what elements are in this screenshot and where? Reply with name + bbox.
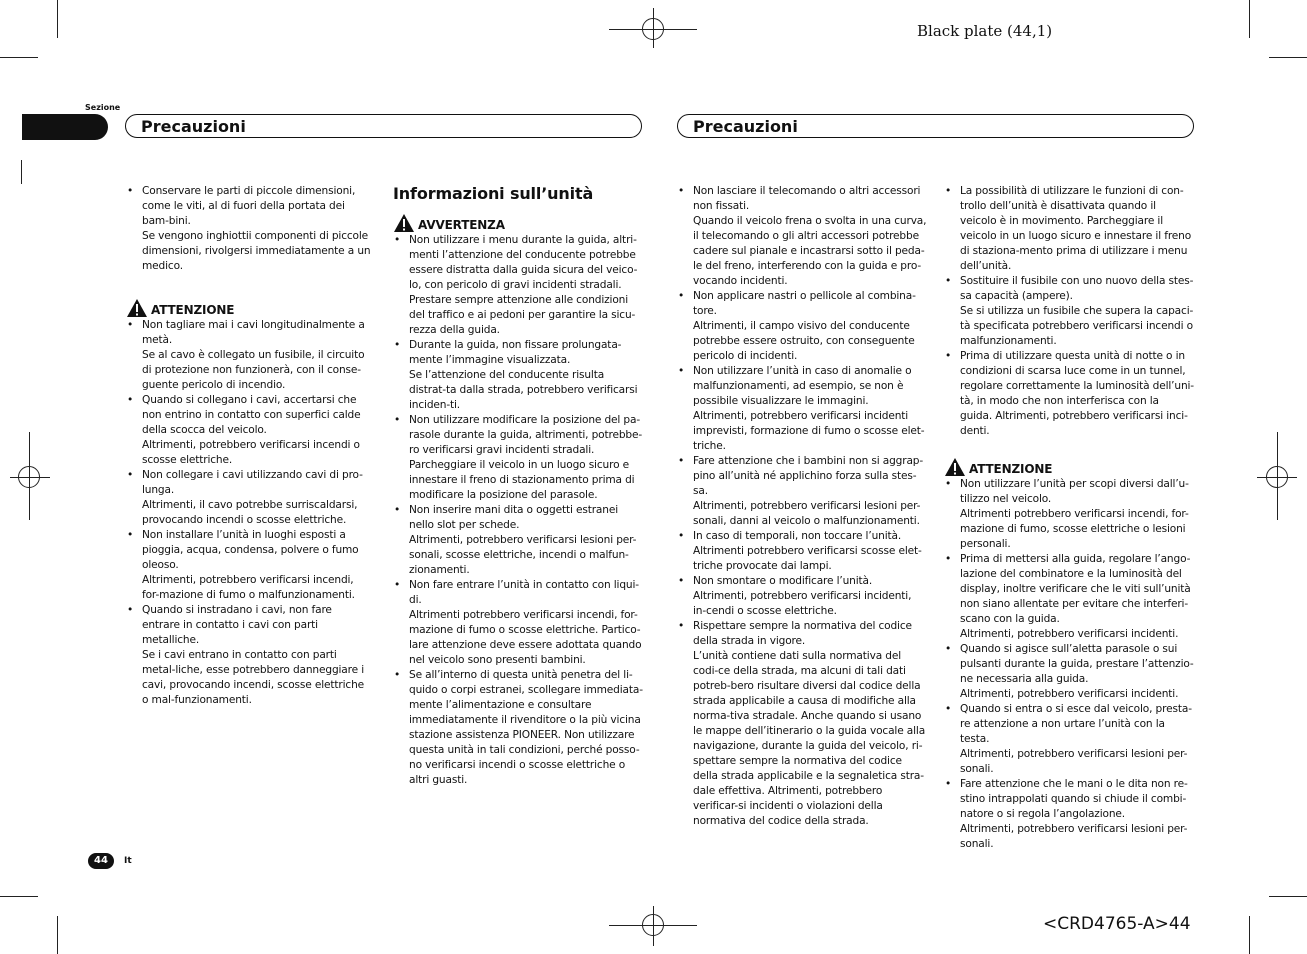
crop-mark xyxy=(0,896,38,897)
list-item: • Fare attenzione che le mani o le dita non re-stino intrappolati quando si chiude il combi-natore o si regola l’angolazione. Altrimenti, potrebbero verificarsi lesioni per-sonali. xyxy=(944,777,1194,852)
list-item: • Non installare l’unità in luoghi esposti a pioggia, acqua, condensa, polvere o fumo oleoso. Altrimenti, potrebbero verificarsi incendi, for-mazione di fumo o malfunzionamenti. xyxy=(126,528,372,603)
list-item: • Quando si instradano i cavi, non fare entrare in contatto i cavi con parti metalliche. Se i cavi entrano in contatto con parti metal-liche, esse potrebbero danneggiare i cavi, provocando incendi, scosse elettriche o mal-funzionamenti. xyxy=(126,603,372,708)
warning-triangle-icon xyxy=(126,298,148,318)
column-1 xyxy=(126,184,372,708)
crop-mark xyxy=(57,0,58,38)
list-item: • Prima di utilizzare questa unità di notte o in condizioni di scarsa luce come in un tunnel, regolare correttamente la luminosità dell’uni-tà, in modo che non interferisca con la guida. Altrimenti, potrebbero verificarsi inci-denti. xyxy=(944,349,1194,439)
attention-list xyxy=(126,318,372,708)
column-2 xyxy=(393,184,643,788)
list-item: • Non utilizzare l’unità in caso di anomalie o malfunzionamenti, ad esempio, se non è possibile visualizzare le immagini. Altrimenti, potrebbero verificarsi incidenti imprevisti, formazione di fumo o scosse elet-triche. xyxy=(677,364,927,454)
list-item: • In caso di temporali, non toccare l’unità. Altrimenti potrebbero verificarsi scosse elet-triche provocate dai lampi. xyxy=(677,529,927,574)
crop-mark xyxy=(0,57,38,58)
page-number: 44 xyxy=(88,853,114,869)
language-code: It xyxy=(124,856,132,866)
crop-mark xyxy=(1269,896,1307,897)
registration-mark xyxy=(1266,466,1288,488)
document-code: <CRD4765-A>44 xyxy=(1043,914,1191,934)
warning-triangle-icon xyxy=(393,213,415,233)
list-item: • Quando si entra o si esce dal veicolo, presta-re attenzione a non urtare l’unità con la testa. Altrimenti, potrebbero verificarsi lesioni per-sonali. xyxy=(944,702,1194,777)
section-title: Informazioni sull’unità xyxy=(393,184,594,203)
list-item: • Quando si agisce sull’aletta parasole o sui pulsanti durante la guida, prestare l’attenzio-ne necessaria alla guida. Altrimenti, potrebbero verificarsi incidenti. xyxy=(944,642,1194,702)
list-item: • Non applicare nastri o pellicole al combina-tore. Altrimenti, il campo visivo del conducente potrebbe essere ostruito, con conseguente pericolo di incidenti. xyxy=(677,289,927,364)
crop-mark xyxy=(21,160,22,184)
attention-heading xyxy=(944,457,1194,477)
list-item: • Non lasciare il telecomando o altri accessori non fissati. Quando il veicolo frena o svolta in una curva, il telecomando o gli altri accessori potrebbe cadere sul pianale e incastrarsi sotto il peda-le del freno, interferendo con la guida e pro-vocando incidenti. xyxy=(677,184,927,289)
section-label: Sezione xyxy=(85,103,121,112)
warning-heading xyxy=(393,213,643,233)
list-item: • Conservare le parti di piccole dimensioni, come le viti, al di fuori della portata dei bam-bini. Se vengono inghiottii componenti di piccole dimensioni, rivolgersi immediatamente a un medico. xyxy=(126,184,372,274)
list-item: • Durante la guida, non fissare prolungata-mente l’immagine visualizzata. Se l’attenzione del conducente risulta distrat-ta dalla strada, potrebbero verificarsi inciden-ti. xyxy=(393,338,643,413)
list-item: • Quando si collegano i cavi, accertarsi che non entrino in contatto con superfici calde della scocca del veicolo. Altrimenti, potrebbero verificarsi incendi o scosse elettriche. xyxy=(126,393,372,468)
registration-mark xyxy=(18,466,40,488)
list-item: • Sostituire il fusibile con uno nuovo della stes-sa capacità (ampere). Se si utilizza un fusibile che supera la capaci-tà specificata potrebbero verificarsi incendi o malfunzionamenti. xyxy=(944,274,1194,349)
section-tab xyxy=(22,114,108,140)
column-4 xyxy=(944,184,1194,852)
list-item: • La possibilità di utilizzare le funzioni di con-trollo dell’unità è disattivata quando il veicolo è in movimento. Parcheggiare il veicolo in un luogo sicuro e innestare il freno di staziona-mento prima di utilizzare i menu dell’unità. xyxy=(944,184,1194,274)
list-item: • Non tagliare mai i cavi longitudinalmente a metà. Se al cavo è collegato un fusibile, il circuito di protezione non funzionerà, con il conse-guente pericolo di incendio. xyxy=(126,318,372,393)
attention-title: ATTENZIONE xyxy=(969,462,1053,476)
header-title-right: Precauzioni xyxy=(693,117,798,136)
attention-heading xyxy=(126,298,372,318)
warning-title: AVVERTENZA xyxy=(418,218,505,232)
list-item: • Non inserire mani dita o oggetti estranei nello slot per schede. Altrimenti, potrebbero verificarsi lesioni per-sonali, scosse elettriche, incendi o malfun-zionamenti. xyxy=(393,503,643,578)
intro-list xyxy=(126,184,372,274)
list-item: • Prima di mettersi alla guida, regolare l’ango-lazione del combinatore e la luminosità del display, inoltre verificare che le viti sull’unità non siano allentate per evitare che interferi-scano con la guida. Altrimenti, potrebbero verificarsi incidenti. xyxy=(944,552,1194,642)
list-item: • Non collegare i cavi utilizzando cavi di pro-lunga. Altrimenti, il cavo potrebbe surriscaldarsi, provocando incendi o scosse elettriche. xyxy=(126,468,372,528)
header-bar-left xyxy=(125,114,642,138)
header-title-left: Precauzioni xyxy=(141,117,246,136)
warning-triangle-icon xyxy=(944,457,966,477)
attention-title: ATTENZIONE xyxy=(151,303,235,317)
column-3 xyxy=(677,184,927,829)
crop-mark xyxy=(1269,57,1307,58)
registration-mark xyxy=(642,914,664,936)
list-item: • Non utilizzare modificare la posizione del pa-rasole durante la guida, altrimenti, potrebbe-ro verificarsi gravi incidenti stradali. Parcheggiare il veicolo in un luogo sicuro e innestare il freno di stazionamento prima di modificare la posizione del parasole. xyxy=(393,413,643,503)
crop-mark xyxy=(1249,0,1250,38)
list-item: • Se all’interno di questa unità penetra del li-quido o corpi estranei, scollegare immediata-mente l’alimentazione e consultare immediatamente il rivenditore o la più vicina stazione assistenza PIONEER. Non utilizzare questa unità in tali condizioni, perché posso-no verificarsi incendi o scosse elettriche o altri guasti. xyxy=(393,668,643,788)
list-item: • Non utilizzare l’unità per scopi diversi dall’u-tilizzo nel veicolo. Altrimenti potrebbero verificarsi incendi, for-mazione di fumo, scosse elettriche o lesioni personali. xyxy=(944,477,1194,552)
list-item: • Non fare entrare l’unità in contatto con liqui-di. Altrimenti potrebbero verificarsi incendi, for-mazione di fumo o scosse elettriche. Partico-lare attenzione deve essere adottata quando nel veicolo sono presenti bambini. xyxy=(393,578,643,668)
crop-mark xyxy=(57,916,58,954)
warning-list xyxy=(393,233,643,788)
list-item: • Non smontare o modificare l’unità. Altrimenti, potrebbero verificarsi incidenti, in-cendi o scosse elettriche. xyxy=(677,574,927,619)
list-item: • Non utilizzare i menu durante la guida, altri-menti l’attenzione del conducente potrebbe essere distratta dalla guida sicura del veico-lo, con pericolo di gravi incidenti stradali. Prestare sempre attenzione alle condizioni del traffico e ai pedoni per garantire la sicu-rezza della guida. xyxy=(393,233,643,338)
crop-mark xyxy=(1249,916,1250,954)
list-item: • Rispettare sempre la normativa del codice della strada in vigore. L’unità contiene dati sulla normativa del codi-ce della strada, ma alcuni di tali dati potreb-bero risultare diversi dal codice della strada applicabile a causa di modifiche alla norma-tiva stradale. Anche quando si usano le mappe dell’itinerario o la guida vocale alla navigazione, durante la guida del veicolo, ri-spettare sempre la normativa del codice della strada applicabile e la segnaletica stra-dale effettiva. Altrimenti, potrebbero verificar-si incidenti o violazioni della normativa del codice della strada. xyxy=(677,619,927,829)
plate-label: Black plate (44,1) xyxy=(917,22,1053,40)
precaution-list xyxy=(677,184,927,829)
registration-mark xyxy=(642,18,664,40)
list-item: • Fare attenzione che i bambini non si aggrap-pino all’unità né applichino forza sulla stes-sa. Altrimenti, potrebbero verificarsi lesioni per-sonali, danni al veicolo o malfunzionamenti. xyxy=(677,454,927,529)
header-bar-right xyxy=(677,114,1194,138)
attention-list xyxy=(944,477,1194,852)
precaution-list xyxy=(944,184,1194,439)
